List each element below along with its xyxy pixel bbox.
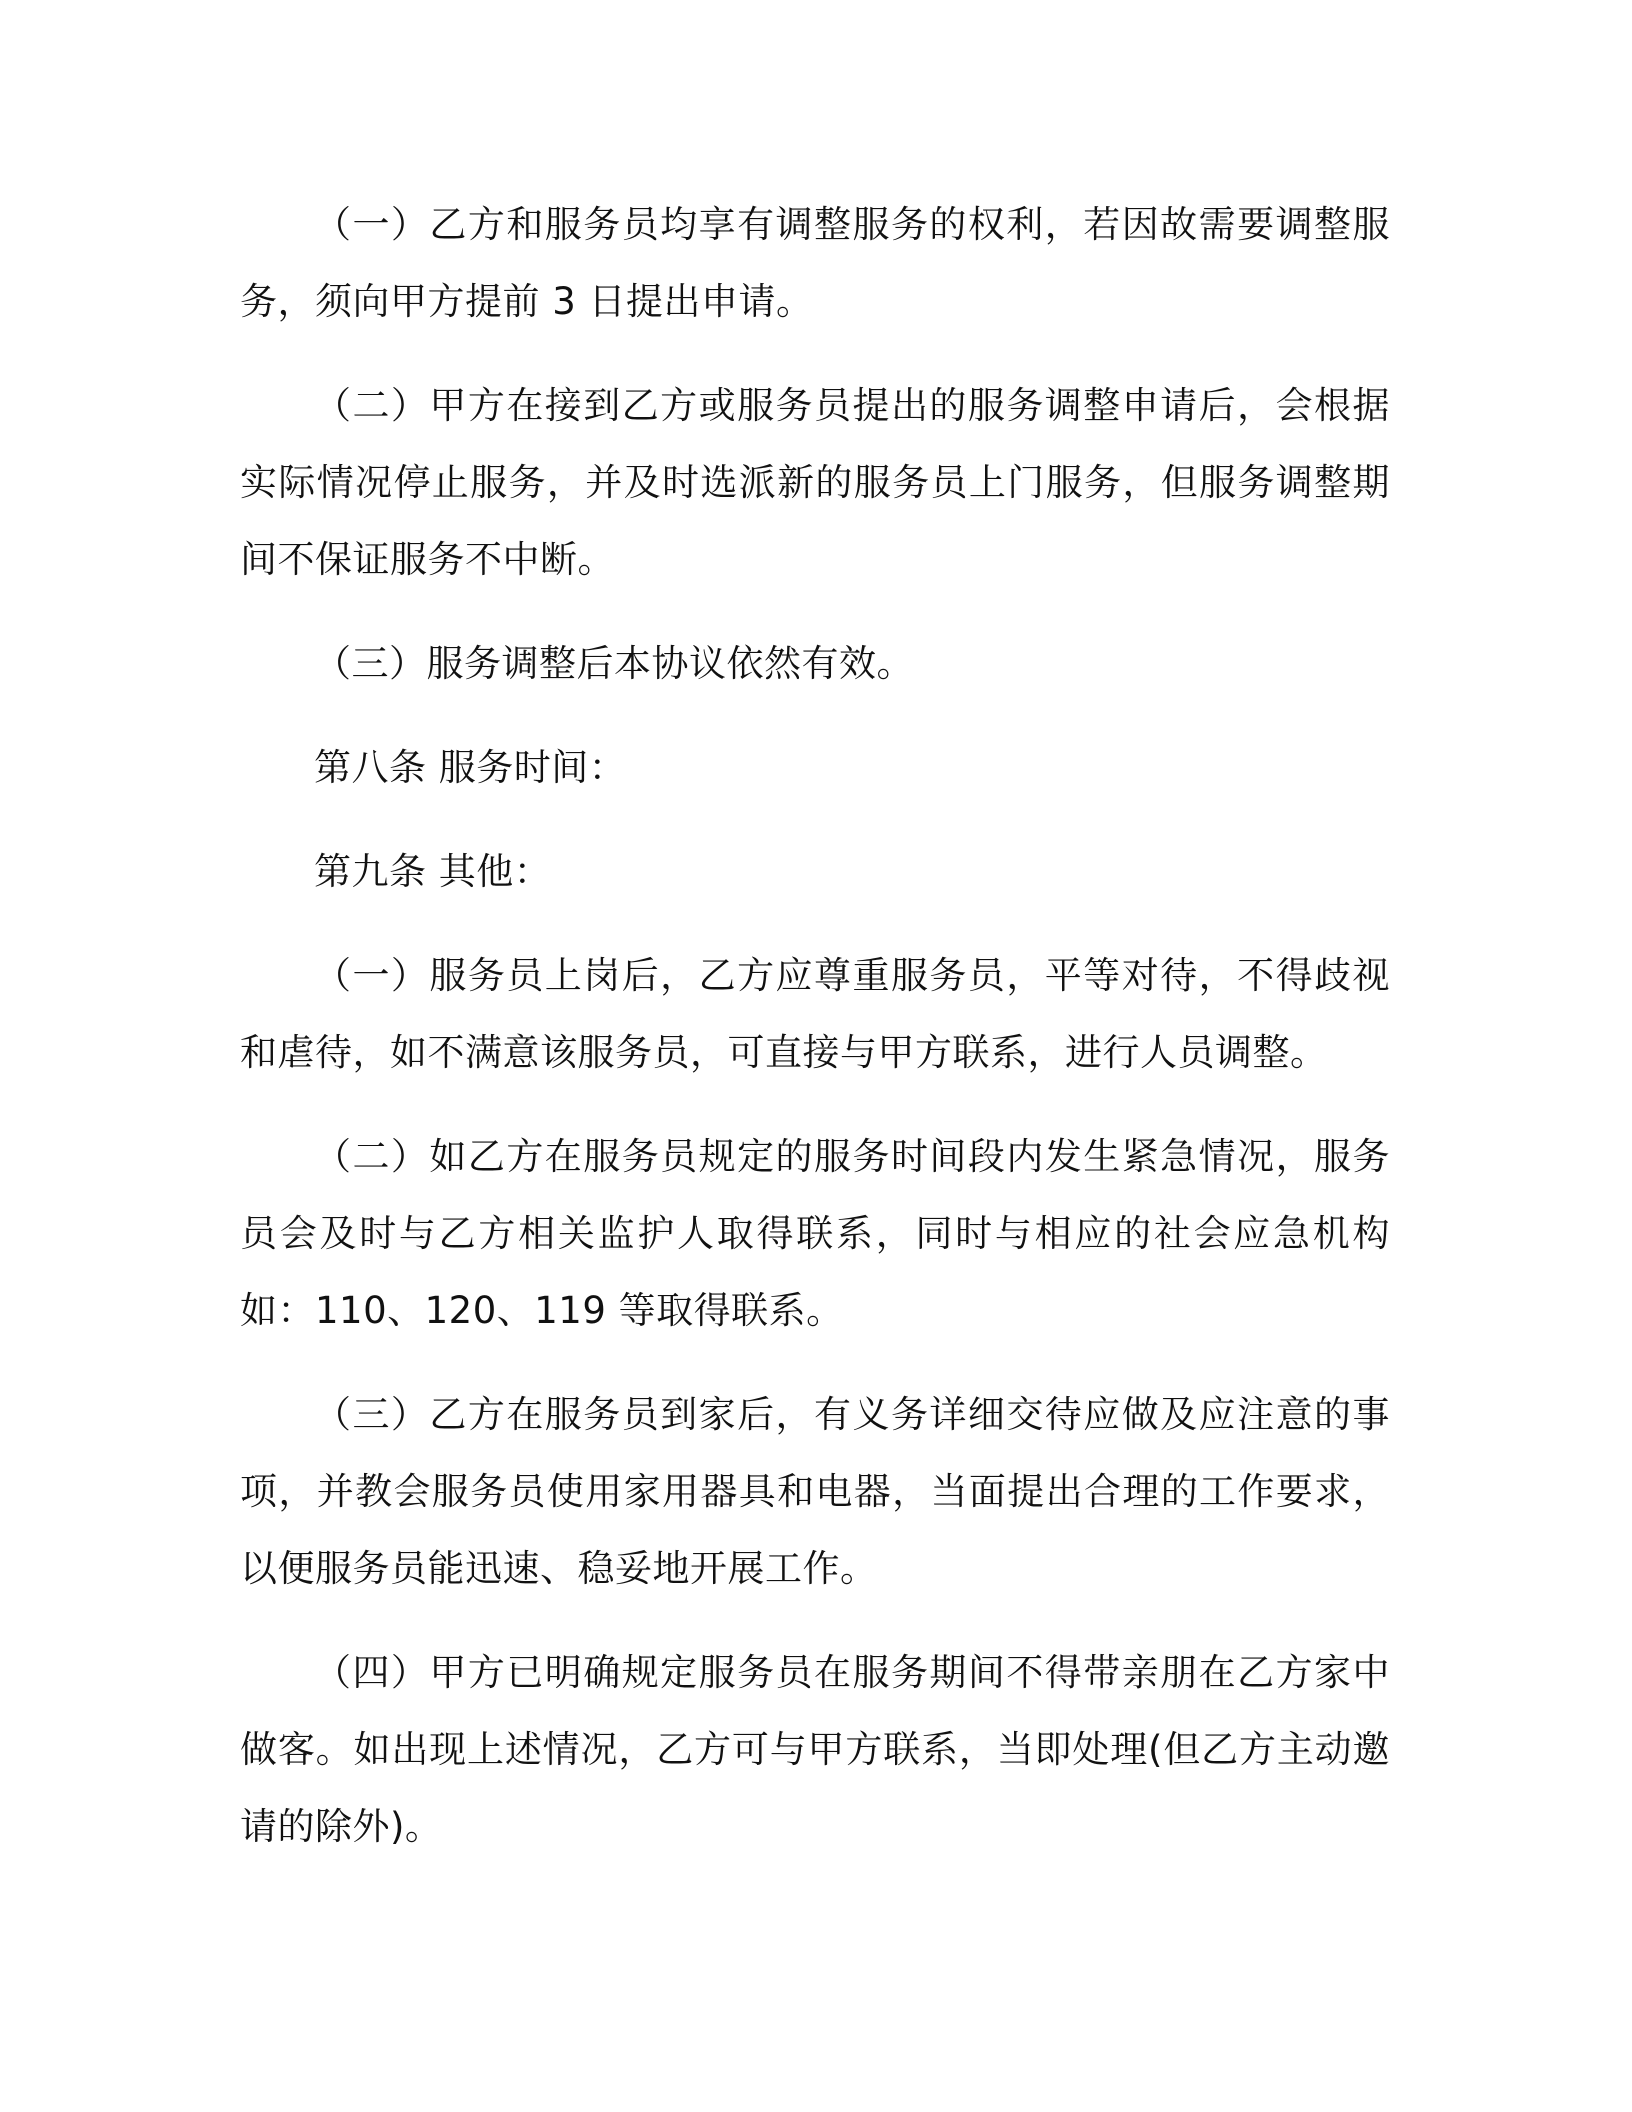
- document-body: [240, 186, 1390, 1865]
- clause-adjust-validity: （三）服务调整后本协议依然有效。: [314, 642, 914, 685]
- clause-adjust-process: （二）甲方在接到乙方或服务员提出的服务调整申请后，会根据实际情况停止服务，并及时选派新的服务员上门服务，但服务调整期间不保证服务不中断。: [240, 384, 1390, 581]
- clause-no-guests: （四）甲方已明确规定服务员在服务期间不得带亲朋在乙方家中做客。如出现上述情况，乙方可与甲方联系，当即处理(但乙方主动邀请的除外)。: [240, 1651, 1390, 1848]
- article-8-heading: 第八条 服务时间：: [314, 746, 627, 789]
- clause-instructions: （三）乙方在服务员到家后，有义务详细交待应做及应注意的事项，并教会服务员使用家用器具和电器，当面提出合理的工作要求，以便服务员能迅速、稳妥地开展工作。: [240, 1393, 1390, 1590]
- clause-adjust-right: （一）乙方和服务员均享有调整服务的权利，若因故需要调整服务，须向甲方提前 3 日提出申请。: [240, 203, 1390, 323]
- clause-respect-staff: （一）服务员上岗后，乙方应尊重服务员，平等对待，不得歧视和虐待，如不满意该服务员，可直接与甲方联系，进行人员调整。: [240, 954, 1390, 1074]
- article-9-heading: 第九条 其他：: [314, 850, 552, 893]
- clause-emergency: （二）如乙方在服务员规定的服务时间段内发生紧急情况，服务员会及时与乙方相关监护人取得联系，同时与相应的社会应急机构如：110、120、119 等取得联系。: [240, 1135, 1390, 1332]
